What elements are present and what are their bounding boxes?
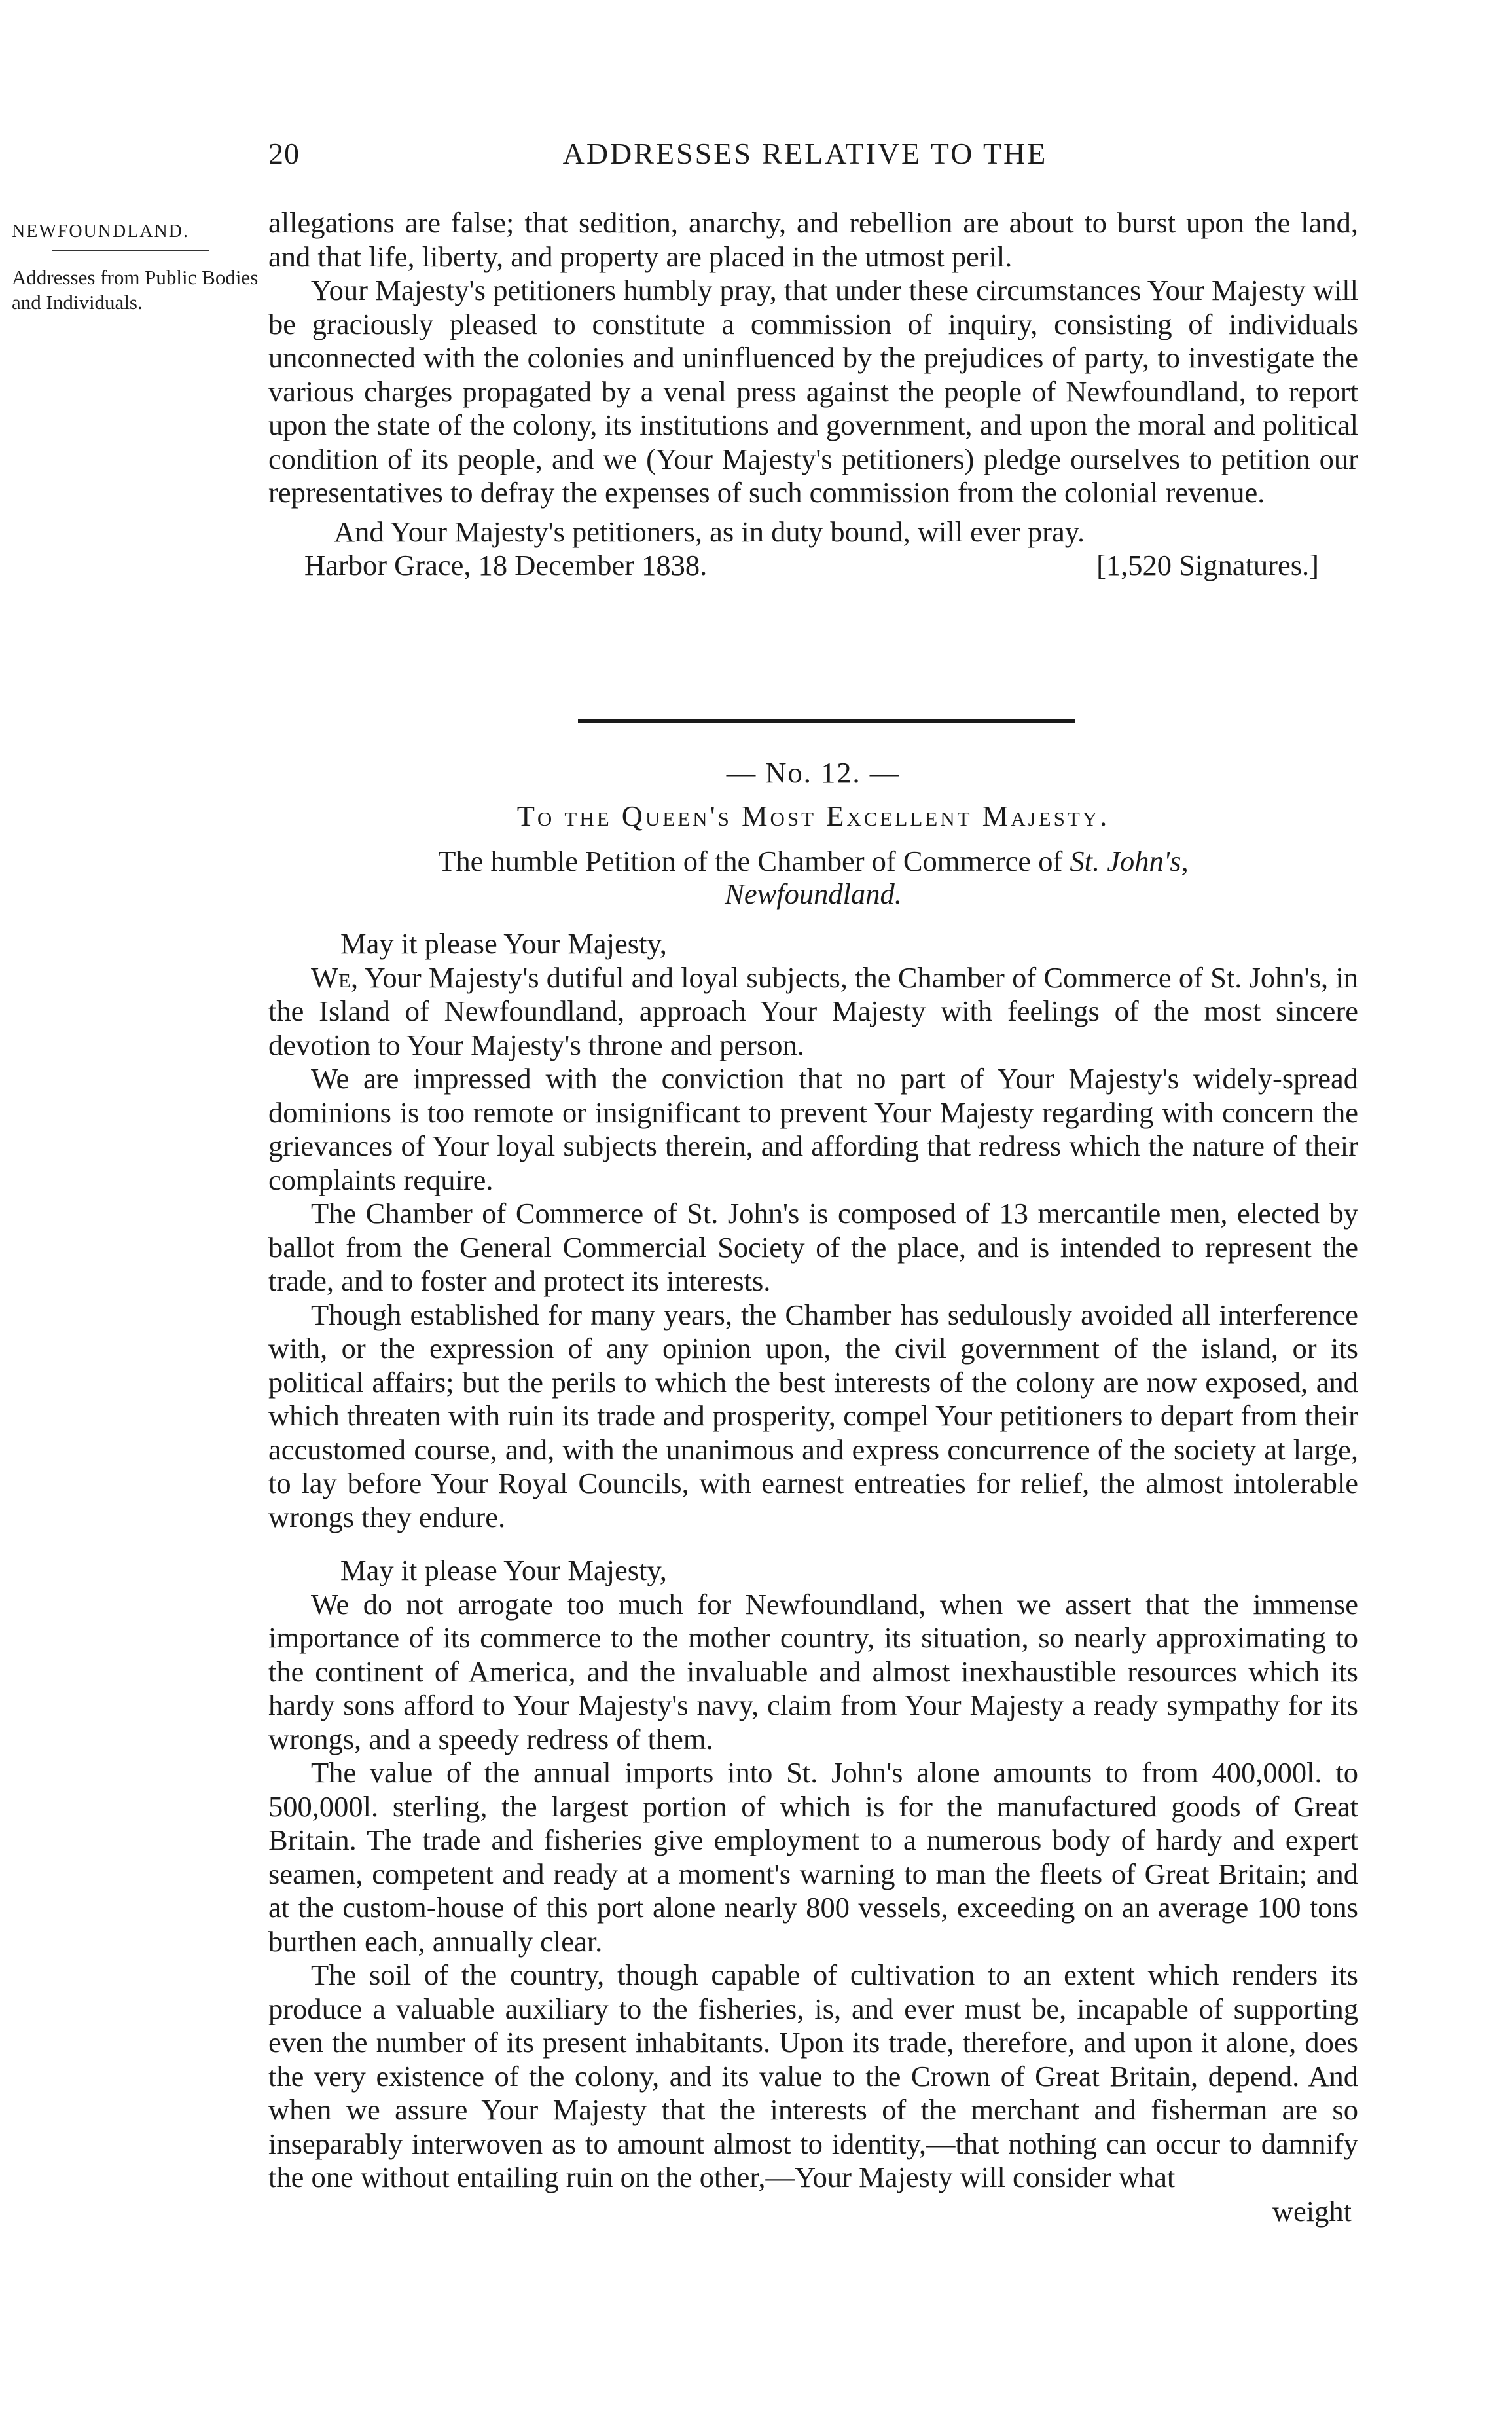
paragraph-text: , Your Majesty's dutiful and loyal subjects, the Chamber of Commerce of St. John's, in the Island of Newfoundland, approach Your Majesty with feelings of the most sincere devotion to Your Majesty's throne and person. [268,961,1358,1061]
salutation: May it please Your Majesty, [340,927,667,960]
paragraph [268,961,1358,1063]
petition-closing: And Your Majesty's petitioners, as in duty bound, will ever pray. [334,515,1085,548]
paragraph: The soil of the country, though capable of cultivation to an extent which renders its produce a valuable auxiliary to the fisheries, is, and ever must be, incapable of supporting even the number of its present inhabitants. Upon its trade, therefore, and upon it alone, does the very existence of the colony, and its value to the Crown of Great Britain, depend. And when we assure Your Majesty that the interests of the merchant and fisherman are so inseparably interwoven as to amount almost to identity,—that nothing can occur to damnify the one without entailing ruin on the other,—Your Majesty will consider what [268,1958,1358,2193]
petition-title-place-line2: Newfoundland. [725,877,902,910]
salutation: May it please Your Majesty, [340,1554,667,1586]
paragraph: We are impressed with the conviction that no part of Your Majesty's widely-spread dominions is too remote or insignificant to prevent Your Majesty regarding with concern the grievances of Your loyal subjects therein, and affording that redress which the nature of their complaints require. [268,1062,1358,1196]
paragraph: The value of the annual imports into St. John's alone amounts to from 400,000l. to 500,000l. sterling, the largest portion of which is for the manufactured goods of Great Britain. The trade and fisheries give employment to a numerous body of hardy and expert seamen, competent and ready at a moment's warning to man the fleets of Great Britain; and at the custom-house of this port alone nearly 800 vessels, exceeding on an average 100 tons burthen each, annually clear. [268,1756,1358,1958]
margin-note-topic: Addresses from Public Bodies and Individuals. [12,266,259,314]
page-number: 20 [268,137,300,170]
first-petition [268,206,1358,583]
second-petition [268,756,1358,2228]
place-date: Harbor Grace, 18 December 1838. [304,549,708,581]
paragraph: Though established for many years, the Chamber has sedulously avoided all interference with, or the expression of any opinion upon, the civil government of the island, or its political affairs; but the perils to which the best interests of the colony are now exposed, and which threaten with ruin its trade and prosperity, compel Your petitioners to depart from their accustomed course, and, with the unanimous and express concurrence of the society at large, to lay before Your Royal Councils, with earnest entreaties for relief, the almost intolerable wrongs they endure. [268,1298,1358,1533]
margin-note-divider [52,250,209,251]
section-divider [578,719,1075,723]
paragraph-lead: We [311,961,351,994]
petition-number: — No. 12. — [726,756,901,789]
catchword: weight [1272,2194,1352,2228]
running-title: ADDRESSES RELATIVE TO THE [562,137,1048,170]
petition-title [268,845,1358,910]
petition-dateline [268,549,1358,583]
petition-continuation: allegations are false; that sedition, anarchy, and rebellion are about to burst upon the land, and that life, liberty, and property are placed in the utmost peril. [268,206,1358,273]
margin-note-region: NEWFOUNDLAND. [12,221,189,242]
petition-address: To the Queen's Most Excellent Majesty. [516,799,1110,832]
petition-prayer: Your Majesty's petitioners humbly pray, that under these circumstances Your Majesty will be graciously pleased to constitute a commission of inquiry, consisting of individuals unconnected with the colonies and uninfluenced by the prejudices of party, to investigate the various charges propagated by a venal press against the people of Newfoundland, to report upon the state of the colony, its institutions and government, and upon the moral and political condition of its people, and we (Your Majesty's petitioners) pledge ourselves to petition our representatives to defray the expenses of such commission from the colonial revenue. [268,274,1358,509]
page-header [262,136,1348,175]
petition-title-main: The humble Petition of the Chamber of Commerce of [438,845,1063,877]
paragraph: The Chamber of Commerce of St. John's is composed of 13 mercantile men, elected by ballot from the General Commercial Society of the place, and is intended to represent the trade, and to foster and protect its interests. [268,1197,1358,1297]
petition-title-place: St. John's, [1070,845,1189,877]
signature-count: [1,520 Signatures.] [1096,549,1319,581]
paragraph: We do not arrogate too much for Newfoundland, when we assert that the immense importance of its commerce to the mother country, its situation, so nearly approximating to the continent of America, and the invaluable and almost inexhaustible resources which its hardy sons afford to Your Majesty's navy, claim from Your Majesty a ready sympathy for its wrongs, and a speedy redress of them. [268,1587,1358,1755]
